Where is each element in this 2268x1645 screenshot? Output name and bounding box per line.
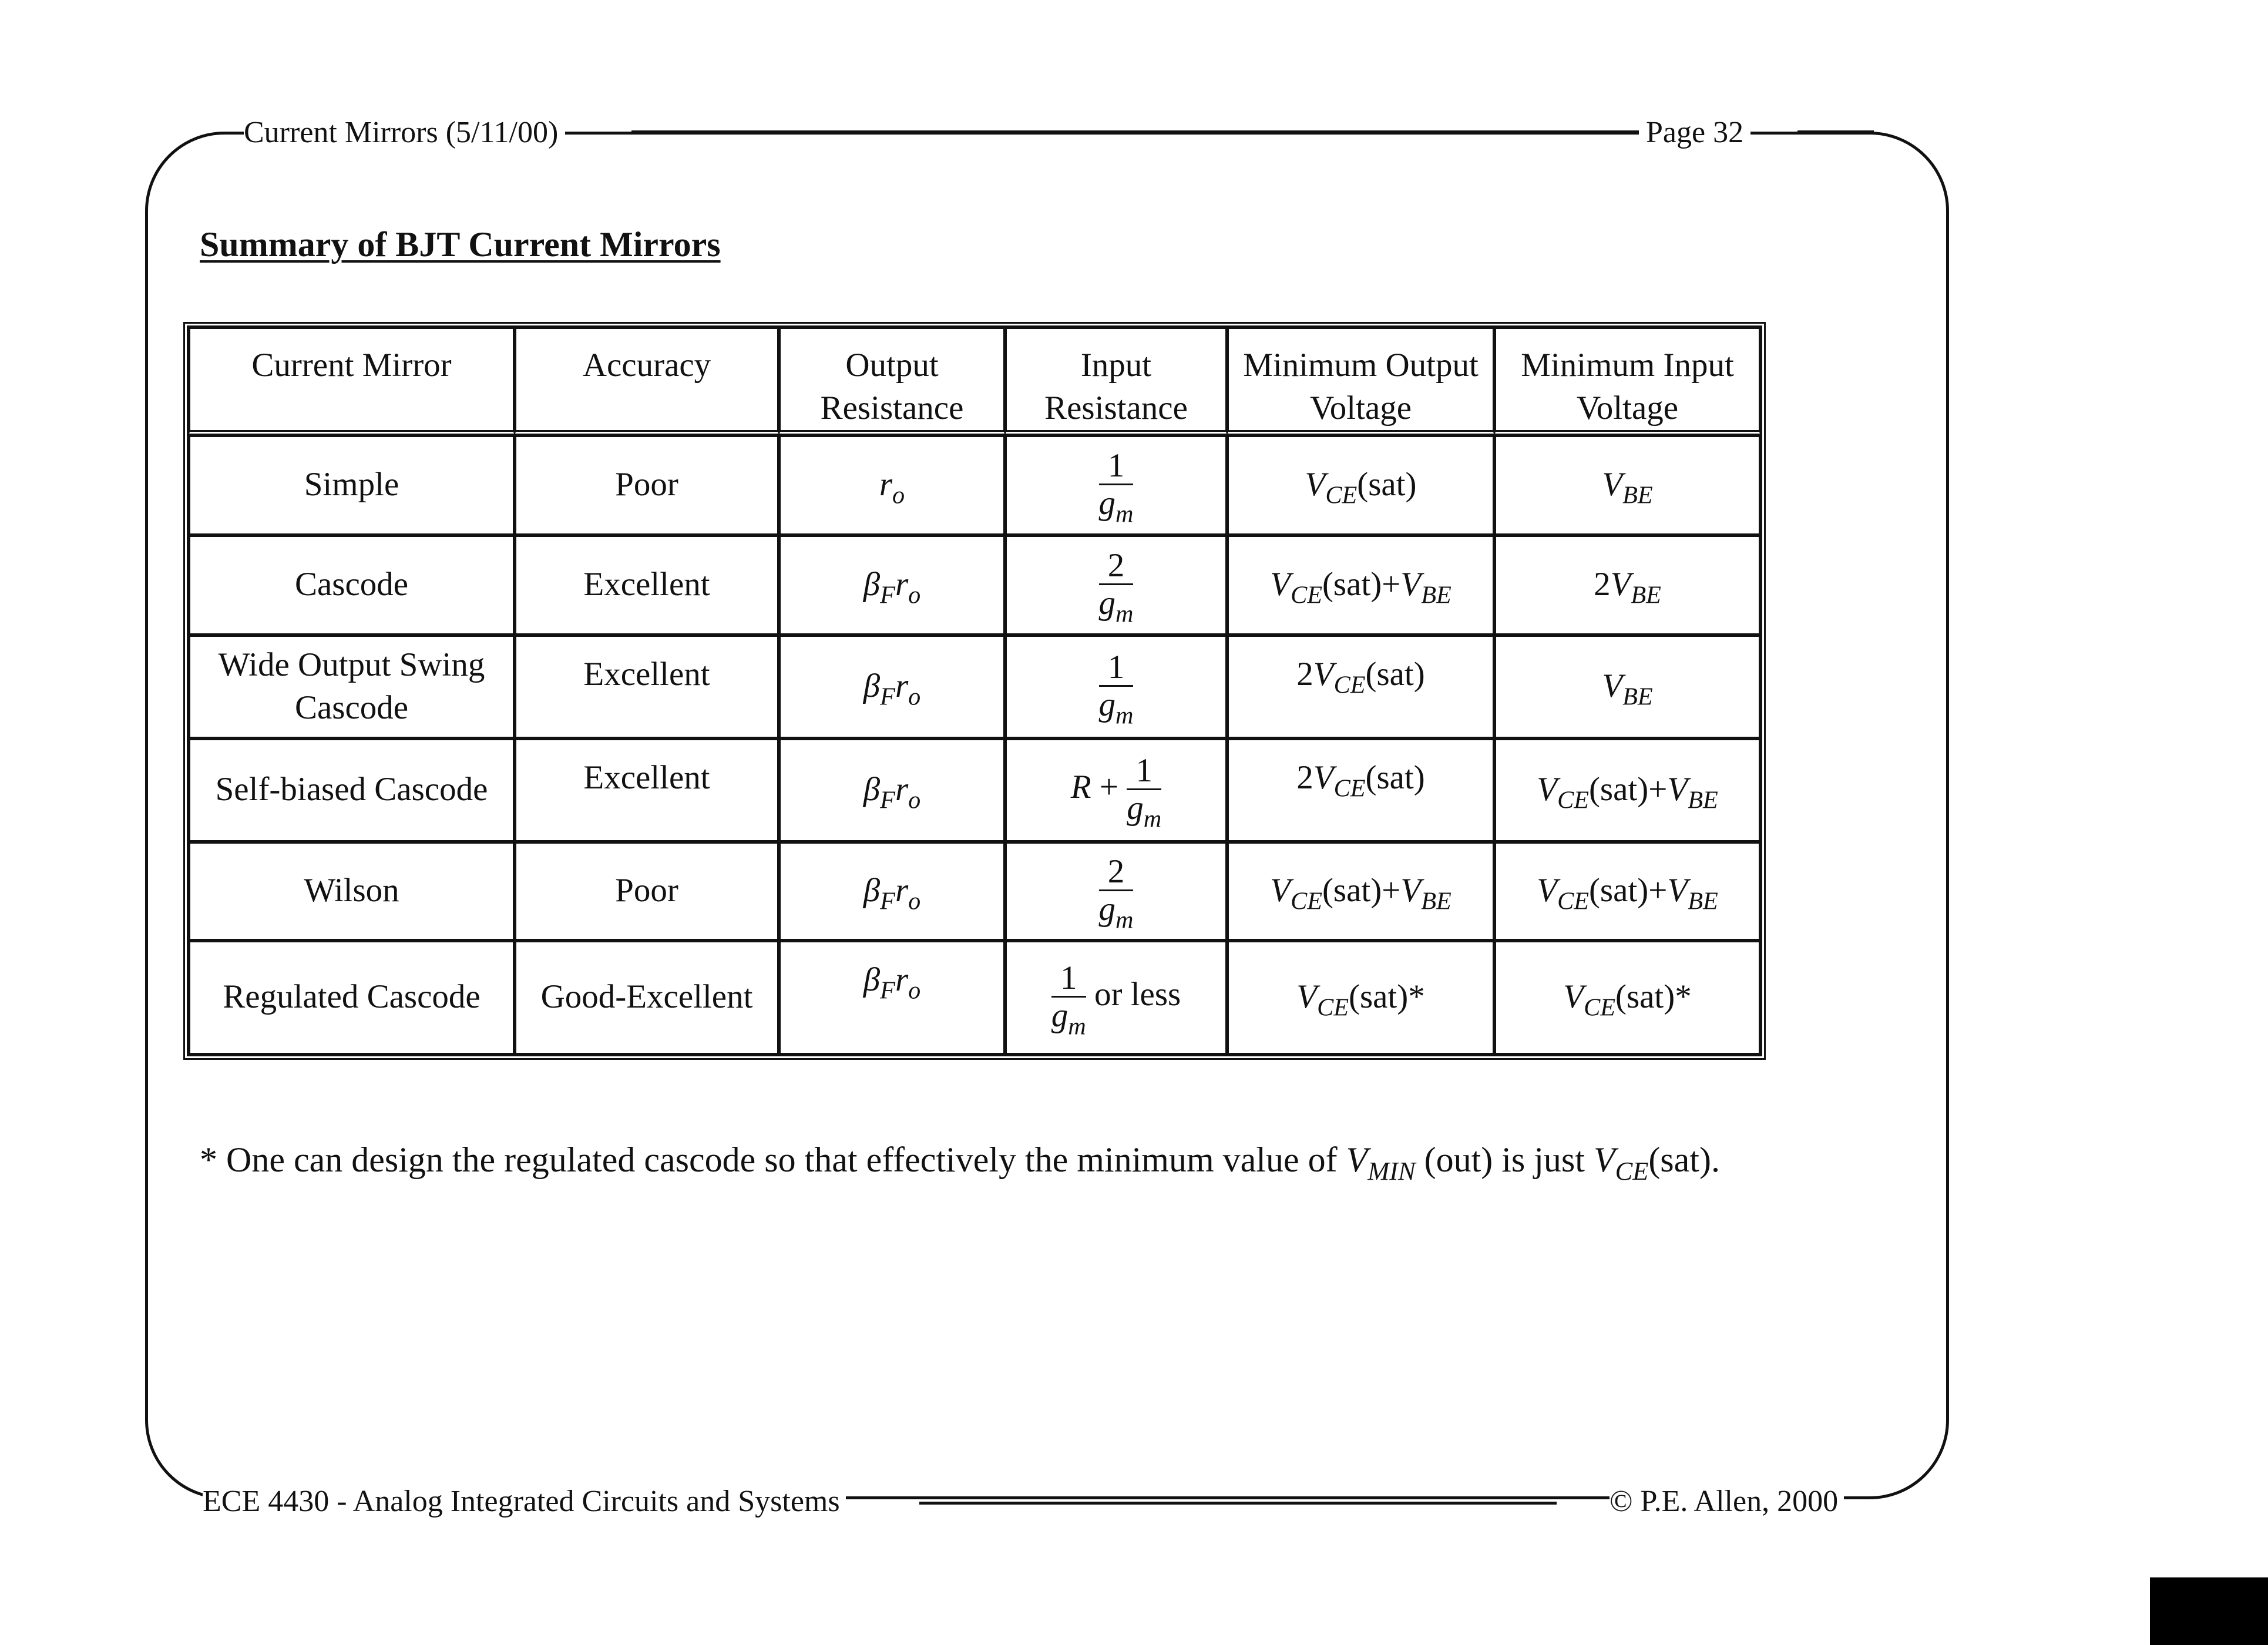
footer-left: ECE 4430 - Analog Integrated Circuits and Systems xyxy=(203,1486,846,1517)
accuracy: Poor xyxy=(515,842,779,941)
min-output-voltage: $V_{CE}(sat)*$ xyxy=(1227,941,1494,1055)
output-resistance: $\beta_Fr_o$ xyxy=(779,535,1005,635)
footer-rule xyxy=(919,1502,1557,1505)
output-resistance: $\beta_Fr_o$ xyxy=(779,842,1005,941)
accuracy: Excellent xyxy=(515,535,779,635)
column-header: Accuracy xyxy=(515,327,779,435)
output-resistance: $\beta_Fr_o$ xyxy=(779,738,1005,842)
column-header: Output Resistance xyxy=(779,327,1005,435)
input-resistance: $\frac{1}{g_m}$ or less xyxy=(1005,941,1227,1055)
header-right: Page 32 xyxy=(1639,118,1750,148)
mirror-name: Simple xyxy=(189,435,515,535)
input-resistance: $\frac{2}{g_m}$ xyxy=(1005,842,1227,941)
input-resistance: $\frac{1}{g_m}$ xyxy=(1005,635,1227,738)
header-left: Current Mirrors (5/11/00) xyxy=(244,118,565,148)
accuracy: Excellent xyxy=(515,635,779,738)
accuracy: Excellent xyxy=(515,738,779,842)
column-header: Minimum Input Voltage xyxy=(1494,327,1760,435)
mirror-name: Regulated Cascode xyxy=(189,941,515,1055)
table-row xyxy=(189,738,1760,842)
min-input-voltage: $V_{CE}(sat)+V_{BE}$ xyxy=(1494,738,1760,842)
table-row xyxy=(189,635,1760,738)
header-rule-right xyxy=(1797,130,1874,133)
min-output-voltage: $V_{CE}(sat)+V_{BE}$ xyxy=(1227,535,1494,635)
min-input-voltage: $V_{CE}(sat)*$ xyxy=(1494,941,1760,1055)
table-row xyxy=(189,535,1760,635)
table-header-row xyxy=(189,327,1760,435)
accuracy: Poor xyxy=(515,435,779,535)
input-resistance: $\frac{2}{g_m}$ xyxy=(1005,535,1227,635)
column-header: Minimum Output Voltage xyxy=(1227,327,1494,435)
output-resistance: $\beta_Fr_o$ xyxy=(779,635,1005,738)
mirror-name: Self-biased Cascode xyxy=(189,738,515,842)
output-resistance: $r_o$ xyxy=(779,435,1005,535)
footnote: * One can design the regulated cascode so that effectively the minimum value of $V_{MIN}$ (out) is just $V_{CE}(sat)$. xyxy=(200,1140,1720,1186)
min-output-voltage: $2V_{CE}(sat)$ xyxy=(1227,635,1494,738)
min-output-voltage: $2V_{CE}(sat)$ xyxy=(1227,738,1494,842)
input-resistance: $\frac{1}{g_m}$ xyxy=(1005,435,1227,535)
footer-right: © P.E. Allen, 2000 xyxy=(1610,1486,1844,1517)
table-row xyxy=(189,941,1760,1055)
min-output-voltage: $V_{CE}(sat)$ xyxy=(1227,435,1494,535)
table-row xyxy=(189,842,1760,941)
input-resistance: R + $\frac{1}{g_m}$ xyxy=(1005,738,1227,842)
min-input-voltage: $2V_{BE}$ xyxy=(1494,535,1760,635)
table-row xyxy=(189,435,1760,535)
min-input-voltage: $V_{BE}$ xyxy=(1494,635,1760,738)
min-output-voltage: $V_{CE}(sat)+V_{BE}$ xyxy=(1227,842,1494,941)
mirror-name: Cascode xyxy=(189,535,515,635)
min-input-voltage: $V_{BE}$ xyxy=(1494,435,1760,535)
accuracy: Good-Excellent xyxy=(515,941,779,1055)
column-header: Input Resistance xyxy=(1005,327,1227,435)
scan-edge-mark xyxy=(2150,1577,2268,1645)
page-title: Summary of BJT Current Mirrors xyxy=(200,225,721,264)
output-resistance: $\beta_Fr_o$ xyxy=(779,941,1005,1055)
column-header: Current Mirror xyxy=(189,327,515,435)
header-rule xyxy=(631,130,1659,133)
min-input-voltage: $V_{CE}(sat)+V_{BE}$ xyxy=(1494,842,1760,941)
mirror-name: Wilson xyxy=(189,842,515,941)
mirror-name: Wide Output Swing Cascode xyxy=(189,635,515,738)
mirror-table xyxy=(183,322,1766,1060)
